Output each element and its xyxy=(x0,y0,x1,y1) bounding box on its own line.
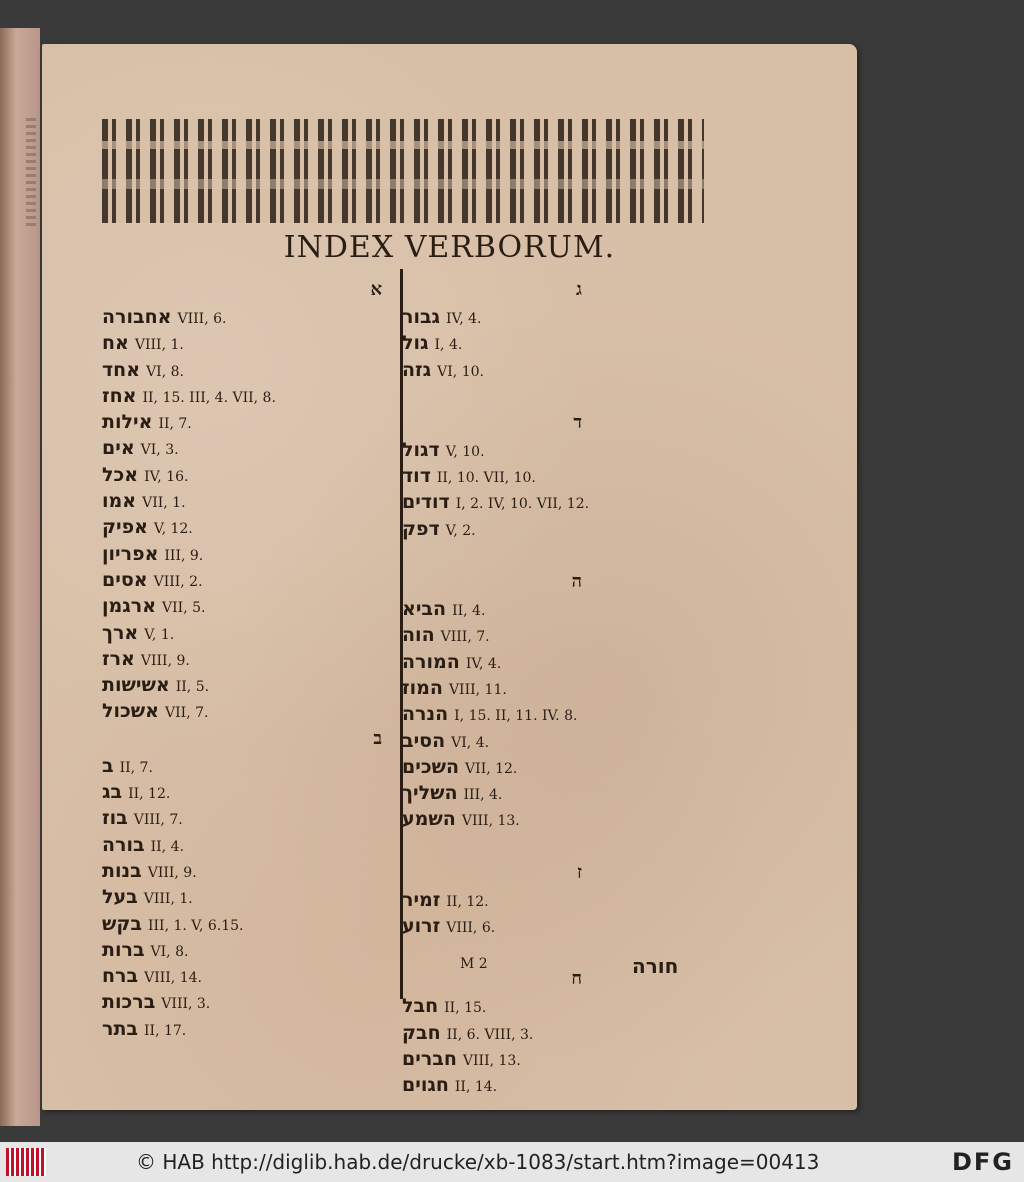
chapter-verse-ref: V, 10. xyxy=(445,443,485,460)
hebrew-word: ב xyxy=(102,754,114,777)
index-entry xyxy=(102,989,432,1015)
index-entry xyxy=(402,993,732,1019)
hebrew-word: הוה xyxy=(402,624,435,647)
chapter-verse-ref: II, 7. xyxy=(119,759,153,776)
section-letter: ה xyxy=(571,571,582,593)
chapter-verse-ref: IV, 4. xyxy=(465,655,502,672)
hebrew-word: בעל xyxy=(102,886,138,909)
index-entry xyxy=(402,596,732,622)
chapter-verse-ref: IV, 16. xyxy=(144,468,189,485)
hab-barcode-logo-icon xyxy=(6,1148,46,1176)
index-entry xyxy=(402,622,732,648)
hebrew-word: זרוע xyxy=(402,915,441,938)
hebrew-word: אשישות xyxy=(102,674,170,697)
index-entry xyxy=(102,593,432,619)
dfg-logo: DFG xyxy=(951,1148,1014,1176)
hebrew-word: אפיק xyxy=(102,516,148,539)
catchword: חורה xyxy=(632,954,679,978)
hebrew-word: אח xyxy=(102,332,129,355)
hebrew-word: בוז xyxy=(102,807,128,830)
hebrew-word: חברים xyxy=(402,1047,457,1070)
index-entry xyxy=(402,1046,732,1072)
hebrew-word: המורה xyxy=(402,650,460,673)
signature-mark: M 2 xyxy=(460,956,488,972)
chapter-verse-ref: VIII, 6. xyxy=(446,920,496,937)
chapter-verse-ref: VII, 1. xyxy=(142,495,186,512)
hebrew-word: ברות xyxy=(102,938,145,961)
hebrew-word: הביא xyxy=(402,598,447,621)
index-entry xyxy=(402,887,732,913)
hebrew-word: אפריון xyxy=(102,542,159,565)
chapter-verse-ref: VI, 10. xyxy=(437,363,484,380)
hebrew-word: ארך xyxy=(102,621,139,644)
hebrew-word: השליך xyxy=(402,782,458,805)
section-letter: ז xyxy=(576,861,582,883)
index-entry xyxy=(102,911,432,937)
index-entry xyxy=(102,937,432,963)
index-entry xyxy=(402,701,732,727)
index-entry xyxy=(102,646,432,672)
chapter-verse-ref: II, 6. VIII, 3. xyxy=(446,1026,534,1043)
index-entry xyxy=(402,357,732,383)
chapter-verse-ref: VIII, 7. xyxy=(133,812,183,829)
chapter-verse-ref: VI, 3. xyxy=(140,442,179,459)
hebrew-word: אסים xyxy=(102,568,148,591)
hebrew-word: דגול xyxy=(402,438,440,461)
hebrew-word: גזה xyxy=(402,358,432,381)
chapter-verse-ref: VI, 8. xyxy=(150,943,189,960)
index-entry xyxy=(102,963,432,989)
section-gap xyxy=(402,939,732,965)
hebrew-word: בורה xyxy=(102,833,145,856)
hebrew-word: בג xyxy=(102,781,123,804)
index-entry xyxy=(402,1072,732,1098)
index-entry xyxy=(402,780,732,806)
adjacent-page-edge xyxy=(0,28,40,1126)
chapter-verse-ref: V, 1. xyxy=(144,626,175,643)
index-entry xyxy=(402,516,732,542)
chapter-verse-ref: II, 5. xyxy=(175,679,210,696)
chapter-verse-ref: VIII, 11. xyxy=(448,681,507,698)
index-entry xyxy=(102,753,432,779)
index-entry xyxy=(402,754,732,780)
hebrew-word: אילות xyxy=(102,411,153,434)
index-entry xyxy=(102,672,432,698)
index-entry xyxy=(402,675,732,701)
index-entry xyxy=(102,779,432,805)
chapter-verse-ref: VIII, 9. xyxy=(147,864,197,881)
chapter-verse-ref: VII, 12. xyxy=(465,760,518,777)
hebrew-word: השמע xyxy=(402,808,456,831)
index-entry xyxy=(402,913,732,939)
book-page xyxy=(42,44,857,1110)
section-letter: ג xyxy=(576,279,582,300)
chapter-verse-ref: II, 14. xyxy=(454,1079,498,1096)
index-entry xyxy=(102,409,432,435)
index-entry xyxy=(102,488,432,514)
chapter-verse-ref: V, 12. xyxy=(153,521,193,538)
index-entry xyxy=(402,437,732,463)
index-entry xyxy=(102,357,432,383)
index-entry xyxy=(402,649,732,675)
chapter-verse-ref: VI, 8. xyxy=(146,363,184,380)
index-entry xyxy=(102,805,432,831)
chapter-verse-ref: II, 12. xyxy=(446,893,489,910)
index-entry xyxy=(402,489,732,515)
hebrew-word: הנרה xyxy=(402,703,449,726)
hebrew-word: אמו xyxy=(102,490,137,513)
hebrew-word: המוז xyxy=(402,676,443,699)
chapter-verse-ref: V, 2. xyxy=(445,522,476,539)
left-column xyxy=(102,276,432,1042)
hebrew-word: זמיר xyxy=(402,888,441,911)
hebrew-word: חבל xyxy=(402,995,439,1018)
hebrew-word: דודים xyxy=(402,491,450,514)
section-gap xyxy=(402,383,732,409)
index-entry xyxy=(102,832,432,858)
hebrew-word: אים xyxy=(102,437,135,460)
index-entry xyxy=(402,330,732,356)
chapter-verse-ref: I, 4. xyxy=(434,337,463,354)
index-entry xyxy=(102,304,432,330)
hebrew-word: הסיב xyxy=(402,729,446,752)
chapter-verse-ref: VI, 4. xyxy=(451,734,490,751)
hebrew-word: בנות xyxy=(102,859,142,882)
chapter-verse-ref: I, 15. II, 11. IV. 8. xyxy=(454,708,578,725)
chapter-verse-ref: VIII, 1. xyxy=(134,337,184,354)
chapter-verse-ref: II, 12. xyxy=(128,786,171,803)
hebrew-word: ארגמן xyxy=(102,595,157,618)
hebrew-word: אחז xyxy=(102,384,137,407)
hebrew-word: ברח xyxy=(102,965,139,988)
section-letter: א xyxy=(370,279,382,300)
index-entry xyxy=(102,698,432,724)
chapter-verse-ref: IV, 4. xyxy=(446,311,482,327)
index-entry xyxy=(102,514,432,540)
chapter-verse-ref: I, 2. IV, 10. VII, 12. xyxy=(455,496,590,513)
hebrew-word: דוד xyxy=(402,465,431,488)
hebrew-word: בתר xyxy=(102,1017,139,1040)
chapter-verse-ref: II, 4. xyxy=(150,838,184,855)
hebrew-word: גבור xyxy=(402,306,441,328)
chapter-verse-ref: VIII, 6. xyxy=(177,311,227,327)
index-entry xyxy=(402,463,732,489)
hebrew-word: אשכול xyxy=(102,700,160,723)
right-column xyxy=(402,276,732,1099)
footer-url[interactable]: © HAB http://diglib.hab.de/drucke/xb-1083/start.htm?image=00413 xyxy=(136,1150,820,1174)
section-letter: ב xyxy=(373,727,382,749)
index-entry xyxy=(102,884,432,910)
hebrew-word: חבק xyxy=(402,1021,441,1044)
chapter-verse-ref: II, 15. xyxy=(444,1000,487,1017)
chapter-verse-ref: II, 15. III, 4. VII, 8. xyxy=(142,389,276,406)
chapter-verse-ref: III, 9. xyxy=(164,547,204,564)
page-title: INDEX VERBORUM. xyxy=(283,230,616,265)
index-entry xyxy=(402,728,732,754)
index-entry xyxy=(102,383,432,409)
hebrew-word: ברכות xyxy=(102,991,156,1014)
hebrew-word: חגוים xyxy=(402,1074,449,1097)
chapter-verse-ref: II, 4. xyxy=(452,603,486,620)
index-entry xyxy=(102,435,432,461)
chapter-verse-ref: VII, 7. xyxy=(165,705,209,722)
hebrew-word: ארז xyxy=(102,647,135,670)
chapter-verse-ref: VIII, 2. xyxy=(153,573,203,590)
hebrew-word: אחבורה xyxy=(102,306,172,328)
chapter-verse-ref: VIII, 9. xyxy=(140,652,190,669)
hebrew-word: גול xyxy=(402,332,429,355)
hebrew-word: דפק xyxy=(402,517,440,540)
section-letter: ד xyxy=(573,411,582,433)
hebrew-word: השכים xyxy=(402,755,460,778)
index-entry xyxy=(402,806,732,832)
hebrew-word: אחד xyxy=(102,358,141,381)
chapter-verse-ref: II, 17. xyxy=(144,1022,187,1039)
chapter-verse-ref: VIII, 13. xyxy=(462,1052,521,1069)
chapter-verse-ref: VIII, 13. xyxy=(461,813,520,830)
index-entry xyxy=(102,567,432,593)
chapter-verse-ref: II, 7. xyxy=(158,416,192,433)
section-gap xyxy=(402,833,732,859)
viewer-footer xyxy=(0,1142,1024,1182)
index-entry xyxy=(102,620,432,646)
index-entry xyxy=(402,1020,732,1046)
chapter-verse-ref: VIII, 7. xyxy=(440,629,490,646)
index-entry xyxy=(102,541,432,567)
chapter-verse-ref: VIII, 1. xyxy=(143,891,193,908)
chapter-verse-ref: VIII, 14. xyxy=(144,970,202,987)
chapter-verse-ref: II, 10. VII, 10. xyxy=(436,470,536,487)
hebrew-word: אכל xyxy=(102,463,139,486)
index-entry xyxy=(402,304,732,330)
index-entry xyxy=(102,1016,432,1042)
section-gap xyxy=(402,542,732,568)
section-letter: ח xyxy=(571,968,582,990)
hebrew-word: בקש xyxy=(102,912,142,935)
chapter-verse-ref: III, 1. V, 6.15. xyxy=(148,917,244,934)
index-entry xyxy=(102,330,432,356)
chapter-verse-ref: VIII, 3. xyxy=(161,996,211,1013)
chapter-verse-ref: III, 4. xyxy=(463,787,503,804)
index-entry xyxy=(102,858,432,884)
index-entry xyxy=(102,462,432,488)
chapter-verse-ref: VII, 5. xyxy=(162,600,206,617)
decorative-headpiece xyxy=(102,119,704,223)
